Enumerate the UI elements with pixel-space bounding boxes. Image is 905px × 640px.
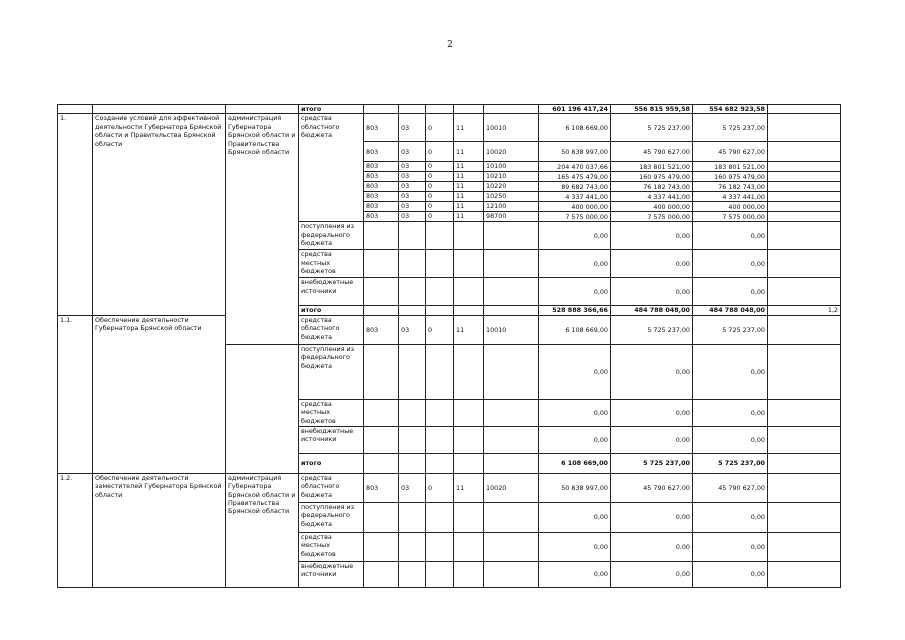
executor: администрация Губернатора Брянской области и Правительства Брянской области <box>226 473 299 587</box>
funding-source: поступления из федерального бюджета <box>299 222 364 250</box>
table-row: поступления из федерального бюджета 0,00 0,00 0,00 <box>58 344 841 399</box>
table-row: средства местных бюджетов 0,00 0,00 0,00 <box>58 399 841 426</box>
table-row: внебюджетные источники 0,00 0,00 0,00 <box>58 278 841 306</box>
row-label: итого <box>299 453 364 473</box>
section-name: Обеспечение деятельности заместителей Губернатора Брянской области <box>93 473 226 587</box>
funding-source: внебюджетные источники <box>299 426 364 453</box>
budget-table <box>57 104 841 588</box>
funding-source: средства областного бюджета <box>299 315 364 344</box>
table-row-total: итого 528 888 366,66 484 788 048,00 484 788 048,00 1,2 <box>58 306 841 315</box>
table-row: 803 03 0 11 10210 165 475 479,00 160 975 479,00 160 975 479,00 <box>58 172 841 182</box>
funding-source: внебюджетные источники <box>299 561 364 587</box>
section-number: 1. <box>58 114 93 315</box>
row-label: итого <box>299 105 364 114</box>
table-row: 803 03 0 11 98700 7 575 000,00 7 575 000,00 7 575 000,00 <box>58 212 841 222</box>
funding-source: поступления из федерального бюджета <box>299 502 364 532</box>
section-name: Обеспечение деятельности Губернатора Брянской области <box>93 315 226 473</box>
table-row: внебюджетные источники 0,00 0,00 0,00 <box>58 426 841 453</box>
table-row: поступления из федерального бюджета 0,00 0,00 0,00 <box>58 222 841 250</box>
table-row: 803 03 0 11 10100 204 470 037,66 183 801 521,00 183 801 521,00 <box>58 162 841 172</box>
section-name: Создание условий для эффективной деятельности Губернатора Брянской области и Правительства Брянской области <box>93 114 226 315</box>
table-row: 1.2. Обеспечение деятельности заместителей Губернатора Брянской области администрация Губернатора Брянской области и Правительства Брянской области средства областного бюджета 803 03 0 11 10020 50 838 997,00 45 790 627,00 45 790 627,00 <box>58 473 841 502</box>
table-row: 803 03 0 11 10020 50 838 997,00 45 790 627,00 45 790 627,00 <box>58 142 841 162</box>
amount-cell: 554 682 923,58 <box>693 105 768 114</box>
amount-cell: 556 815 959,58 <box>611 105 693 114</box>
table-row: 803 03 0 11 10220 89 682 743,00 76 182 743,00 76 182 743,00 <box>58 182 841 192</box>
funding-source: средства областного бюджета <box>299 114 364 222</box>
amount-cell: 601 196 417,24 <box>539 105 611 114</box>
table-row: внебюджетные источники 0,00 0,00 0,00 <box>58 561 841 587</box>
table-row: 1. Создание условий для эффективной деятельности Губернатора Брянской области и Правительства Брянской области администрация Губернатора Брянской области и Правительства Брянской области средства областного бюджета 803 03 0 11 10010 6 108 669,00 5 725 237,00 5 725 237,00 <box>58 114 841 142</box>
table-row: поступления из федерального бюджета 0,00 0,00 0,00 <box>58 502 841 532</box>
section-number: 1.1. <box>58 315 93 473</box>
table-row-total: итого 6 108 669,00 5 725 237,00 5 725 237,00 <box>58 453 841 473</box>
table-row: 1.1. Обеспечение деятельности Губернатора Брянской области средства областного бюджета 803 03 0 11 10010 6 108 669,00 5 725 237,00 5 725 237,00 <box>58 315 841 344</box>
executor: администрация Губернатора Брянской области и Правительства Брянской области <box>226 114 299 344</box>
table-row-top-total <box>58 105 841 114</box>
funding-source: внебюджетные источники <box>299 278 364 306</box>
table-row: 803 03 0 11 12100 400 000,00 400 000,00 400 000,00 <box>58 202 841 212</box>
section-number: 1.2. <box>58 473 93 587</box>
table-row: средства местных бюджетов 0,00 0,00 0,00 <box>58 250 841 278</box>
table-row: средства местных бюджетов 0,00 0,00 0,00 <box>58 532 841 561</box>
funding-source: средства местных бюджетов <box>299 399 364 426</box>
page-number: 2 <box>447 40 453 50</box>
funding-source: поступления из федерального бюджета <box>299 344 364 399</box>
table-row: 803 03 0 11 10250 4 337 441,00 4 337 441,00 4 337 441,00 <box>58 192 841 202</box>
funding-source: средства местных бюджетов <box>299 250 364 278</box>
funding-source: средства местных бюджетов <box>299 532 364 561</box>
row-label: итого <box>299 306 364 315</box>
funding-source: средства областного бюджета <box>299 473 364 502</box>
